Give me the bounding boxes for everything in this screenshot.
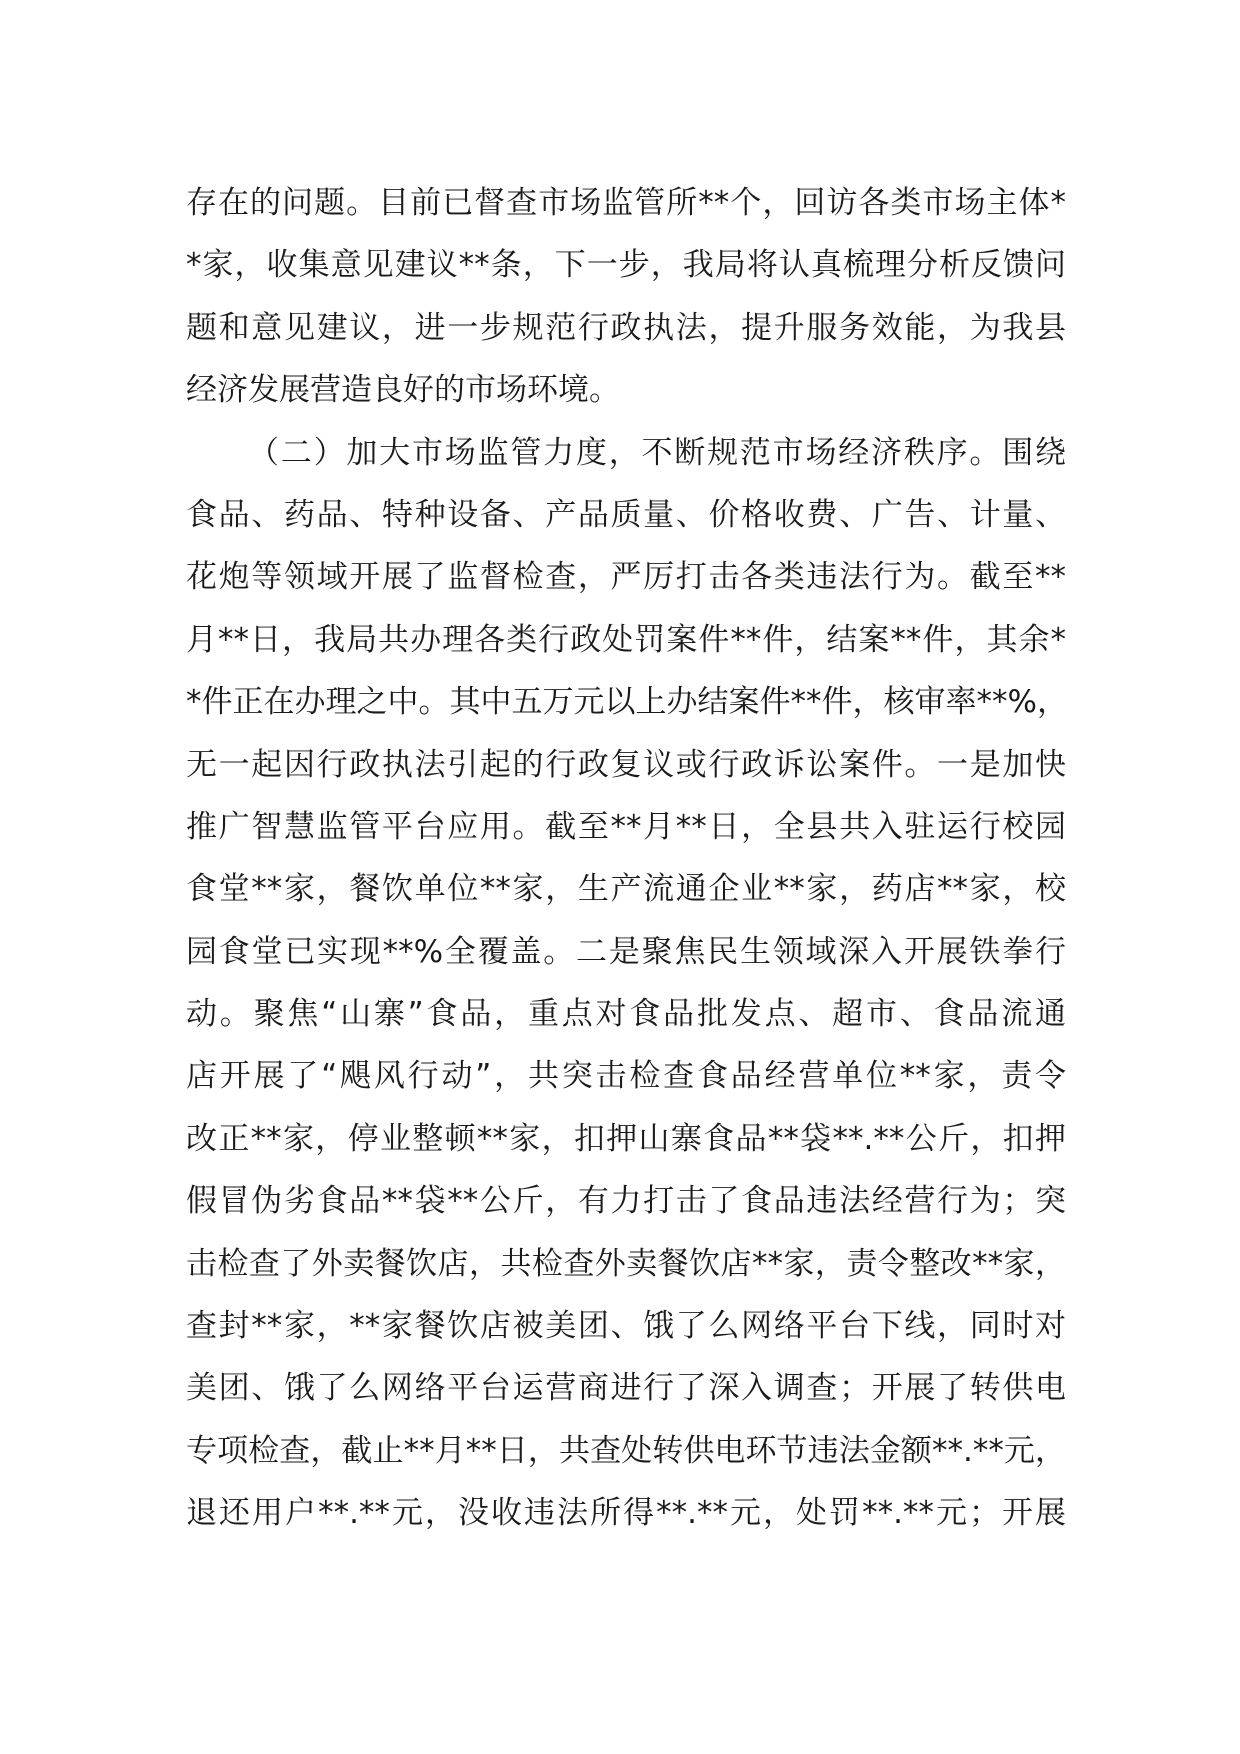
text-line: 店开展了“飓风行动”，共突击检查食品经营单位**家，责令 bbox=[186, 1058, 1066, 1095]
text-line: 击检查了外卖餐饮店，共检查外卖餐饮店**家，责令整改**家， bbox=[186, 1245, 1066, 1282]
text-line: 题和意见建议，进一步规范行政执法，提升服务效能，为我县 bbox=[186, 309, 1066, 346]
text-line: 无一起因行政执法引起的行政复议或行政诉讼案件。一是加快 bbox=[186, 746, 1066, 783]
text-line: 食堂**家，餐饮单位**家，生产流通企业**家，药店**家，校 bbox=[186, 871, 1066, 908]
text-line: 食品、药品、特种设备、产品质量、价格收费、广告、计量、 bbox=[186, 496, 1066, 533]
body-text bbox=[186, 172, 1066, 1545]
text-line: 经济发展营造良好的市场环境。 bbox=[186, 372, 620, 409]
text-line: 退还用户**.**元，没收违法所得**.**元，处罚**.**元；开展 bbox=[186, 1495, 1066, 1532]
text-line: 改正**家，停业整顿**家，扣押山寨食品**袋**.**公斤，扣押 bbox=[186, 1120, 1066, 1157]
text-line: 月**日，我局共办理各类行政处罚案件**件，结案**件，其余* bbox=[186, 621, 1066, 658]
text-line: 花炮等领域开展了监督检查，严厉打击各类违法行为。截至** bbox=[186, 559, 1066, 596]
text-line: 美团、饿了么网络平台运营商进行了深入调查；开展了转供电 bbox=[186, 1370, 1066, 1407]
text-line: 查封**家，**家餐饮店被美团、饿了么网络平台下线，同时对 bbox=[186, 1308, 1066, 1345]
text-line: 专项检查，截止**月**日，共查处转供电环节违法金额**.**元， bbox=[186, 1432, 1066, 1469]
text-line: 推广智慧监管平台应用。截至**月**日，全县共入驻运行校园 bbox=[186, 808, 1066, 845]
text-line: *家，收集意见建议**条，下一步，我局将认真梳理分析反馈问 bbox=[186, 247, 1066, 284]
text-line: *件正在办理之中。其中五万元以上办结案件**件，核审率**%， bbox=[186, 684, 1068, 721]
text-line: 假冒伪劣食品**袋**公斤，有力打击了食品违法经营行为；突 bbox=[186, 1183, 1066, 1220]
text-line: 园食堂已实现**%全覆盖。二是聚焦民生领域深入开展铁拳行 bbox=[186, 933, 1066, 970]
text-line: 存在的问题。目前已督查市场监管所**个，回访各类市场主体* bbox=[186, 185, 1066, 221]
section-heading-line: （二）加大市场监管力度，不断规范市场经济秩序。围绕 bbox=[248, 434, 1066, 471]
text-line: 动。聚焦“山寨”食品，重点对食品批发点、超市、食品流通 bbox=[186, 996, 1066, 1033]
